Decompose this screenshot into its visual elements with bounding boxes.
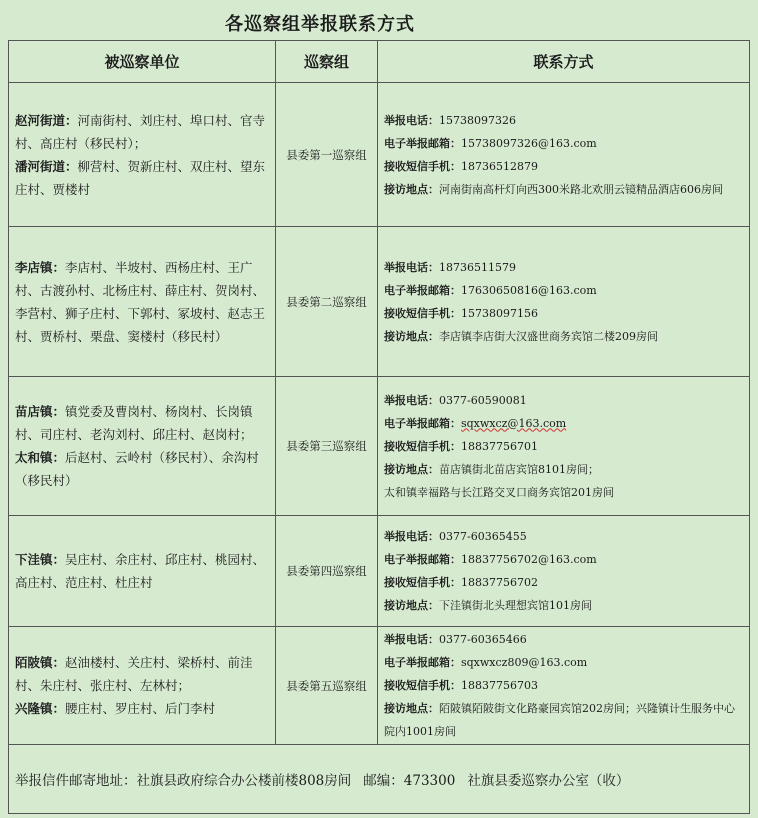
sms-value: 18837756702 [461,576,538,589]
visit-value: 苗店镇街北苗店宾馆8101房间； [439,462,599,476]
email-value[interactable]: 18837756702@163.com [461,553,597,566]
sms-label: 接收短信手机： [384,576,461,589]
contact-cell [378,627,750,745]
unit-cell [9,377,276,516]
visit-label: 接访地点： [384,702,439,715]
email-label: 电子举报邮箱： [384,283,461,297]
town-name: 李店镇： [15,259,66,275]
visit-label: 接访地点： [384,329,439,343]
town-name: 苗店镇： [15,404,66,419]
phone-value: 0377-60590081 [439,393,527,407]
email-value[interactable]: 15738097326@163.com [461,136,597,150]
phone-value: 18736511579 [439,260,516,274]
phone-label: 举报电话： [384,633,439,646]
table-row [9,627,750,745]
village-list: 镇党委及曹岗村、杨岗村、长岗镇村、司庄村、老沟刘村、邱庄村、赵岗村； [15,404,253,442]
village-list: 后赵村、云岭村（移民村）、余沟村（移民村） [15,450,259,488]
unit-cell [9,227,276,377]
village-list: 腰庄村、罗庄村、后门李村 [65,701,216,716]
phone-value: 15738097326 [439,113,516,127]
email-label: 电子举报邮箱： [384,656,461,669]
town-name: 潘河街道： [15,158,78,174]
group-cell: 县委第四巡察组 [276,516,378,627]
sms-label: 接收短信手机： [384,159,461,173]
unit-cell [9,516,276,627]
email-label: 电子举报邮箱： [384,136,461,150]
visit-label: 接访地点： [384,182,439,196]
sms-label: 接收短信手机： [384,439,461,453]
unit-cell [9,83,276,227]
visit-value: 河南街南高杆灯向西300米路北欢朋云镜精品酒店606房间 [439,182,723,196]
phone-label: 举报电话： [384,393,439,407]
sms-value: 18837756703 [461,679,538,692]
group-cell: 县委第五巡察组 [276,627,378,745]
visit-extra: 太和镇幸福路与长江路交叉口商务宾馆201房间 [384,485,614,499]
sms-label: 接收短信手机： [384,306,461,320]
table-row [9,516,750,627]
header-unit: 被巡察单位 [9,41,276,83]
mailing-address: 举报信件邮寄地址：社旗县政府综合办公楼前楼808房间 [15,773,352,789]
table-header-row [9,41,750,83]
village-list: 河南街村、刘庄村、埠口村、官寺村、高庄村（移民村）； [15,112,266,151]
town-name: 下洼镇： [15,552,66,567]
table-row [9,83,750,227]
email-label: 电子举报邮箱： [384,416,461,430]
phone-label: 举报电话： [384,260,439,274]
visit-label: 接访地点： [384,599,439,612]
recipient: 社旗县委巡察办公室（收） [467,773,630,789]
contact-cell [378,227,750,377]
contact-table [8,40,750,814]
phone-label: 举报电话： [384,530,439,543]
visit-label: 接访地点： [384,462,439,476]
phone-value: 0377-60365455 [439,530,527,543]
header-contact: 联系方式 [378,41,750,83]
unit-cell [9,627,276,745]
village-list: 柳营村、贺新庄村、双庄村、望东庄村、贾楼村 [15,158,266,197]
group-cell: 县委第二巡察组 [276,227,378,377]
visit-value: 陌陂镇陌陂街文化路豪园宾馆202房间；兴隆镇计生服务中心院内1001房间 [384,702,735,738]
group-cell: 县委第三巡察组 [276,377,378,516]
contact-cell [378,516,750,627]
header-group: 巡察组 [276,41,378,83]
village-list: 李店村、半坡村、西杨庄村、王广村、古渡孙村、北杨庄村、薛庄村、贺岗村、李营村、狮子庄村、下郭村、冢坡村、赵志王村、贾桥村、栗盘、窦楼村（移民村） [15,259,266,344]
sms-value: 18837756701 [461,439,538,453]
town-name: 太和镇： [15,450,66,465]
email-value[interactable]: sqxwxcz809@163.com [461,656,588,669]
postcode: 邮编：473300 [363,773,456,789]
visit-value: 李店镇李店街大汉盛世商务宾馆二楼209房间 [439,329,658,343]
town-name: 赵河街道： [15,112,78,128]
town-name: 陌陂镇： [15,655,66,670]
phone-label: 举报电话： [384,113,439,127]
footer-row [9,745,750,814]
email-value[interactable]: 17630650816@163.com [461,283,597,297]
contact-cell [378,377,750,516]
phone-value: 0377-60365466 [439,633,527,646]
email-value[interactable]: sqxwxcz@163.com [461,416,567,430]
page-title: 各巡察组举报联系方式 [225,14,415,35]
email-label: 电子举报邮箱： [384,553,461,566]
town-name: 兴隆镇： [15,701,66,716]
sms-value: 15738097156 [461,306,538,320]
table-row [9,227,750,377]
village-list: 赵油楼村、关庄村、梁桥村、前洼村、朱庄村、张庄村、左林村； [15,655,253,693]
footer-cell [9,745,750,814]
visit-value: 下洼镇街北头理想宾馆101房间 [439,599,592,612]
group-cell: 县委第一巡察组 [276,83,378,227]
contact-cell [378,83,750,227]
sms-label: 接收短信手机： [384,679,461,692]
sms-value: 18736512879 [461,159,538,173]
table-row [9,377,750,516]
village-list: 吴庄村、余庄村、邱庄村、桃园村、高庄村、范庄村、杜庄村 [15,552,266,590]
